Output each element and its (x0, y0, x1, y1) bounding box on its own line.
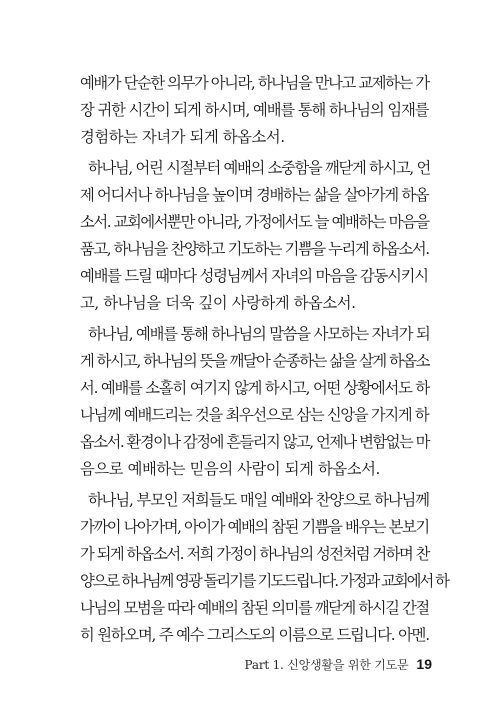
text-line: 가까이 나아가며, 아이가 예배의 참된 기쁨을 배우는 본보기 (80, 518, 429, 536)
text-line: 제 어디서나 하나님을 높이며 경배하는 삶을 살아가게 하옵 (80, 186, 429, 204)
text-line: 예배가 단순한 의무가 아니라, 하나님을 만나고 교제하는 가 (80, 74, 429, 92)
text-line: 히 원하오며, 주 예수 그리스도의 이름으로 드립니다. 아멘. (80, 626, 429, 644)
text-line: 양으로 하나님께 영광 돌리기를 기도드립니다. 가정과 교회에서 하 (80, 572, 448, 590)
page-number: 19 (416, 656, 432, 672)
text-line: 소서. 교회에서뿐만 아니라, 가정에서도 늘 예배하는 마음을 (80, 213, 429, 231)
text-line: 경험하는 자녀가 되게 하옵소서. (80, 128, 285, 146)
running-title: Part 1. 신앙생활을 위한 기도문 (244, 658, 409, 672)
text-line: 옵소서. 환경이나 감정에 흔들리지 않고, 언제나 변함없는 마 (80, 433, 429, 451)
text-line: 나님의 모범을 따라 예배의 참된 의미를 깨닫게 하시길 간절 (80, 599, 429, 617)
paragraph (80, 155, 430, 317)
text-line: 하나님, 예배를 통해 하나님의 말씀을 사모하는 자녀가 되 (88, 325, 430, 343)
text-line: 게 하시고, 하나님의 뜻을 깨달아 순종하는 삶을 살게 하옵소 (80, 352, 429, 370)
paragraph (80, 487, 448, 649)
text-line: 고, 하나님을 더욱 깊이 사랑하게 하옵소서. (80, 294, 356, 312)
text-line: 장 귀한 시간이 되게 하시며, 예배를 통해 하나님의 임재를 (80, 101, 429, 119)
text-line: 가 되게 하옵소서. 저희 가정이 하나님의 성전처럼 거하며 찬 (80, 545, 429, 563)
text-line: 하나님, 어린 시절부터 예배의 소중함을 깨닫게 하시고, 언 (88, 159, 431, 177)
paragraph (80, 70, 430, 151)
text-line: 품고, 하나님을 찬양하고 기도하는 기쁨을 누리게 하옵소서. (80, 240, 429, 258)
text-line: 서. 예배를 소홀히 여기지 않게 하시고, 어떤 상황에서도 하 (80, 379, 429, 397)
text-line: 음으로 예배하는 믿음의 사람이 되게 하옵소서. (80, 460, 380, 478)
text-line: 예배를 드릴 때마다 성령님께서 자녀의 마음을 감동시키시 (80, 267, 428, 285)
prayer-text (80, 70, 448, 649)
paragraph (80, 321, 430, 483)
page-footer (245, 656, 432, 673)
text-line: 나님께 예배드리는 것을 최우선으로 삼는 신앙을 가지게 하 (80, 406, 429, 424)
text-line: 하나님, 부모인 저희들도 매일 예배와 찬양으로 하나님께 (88, 491, 429, 509)
